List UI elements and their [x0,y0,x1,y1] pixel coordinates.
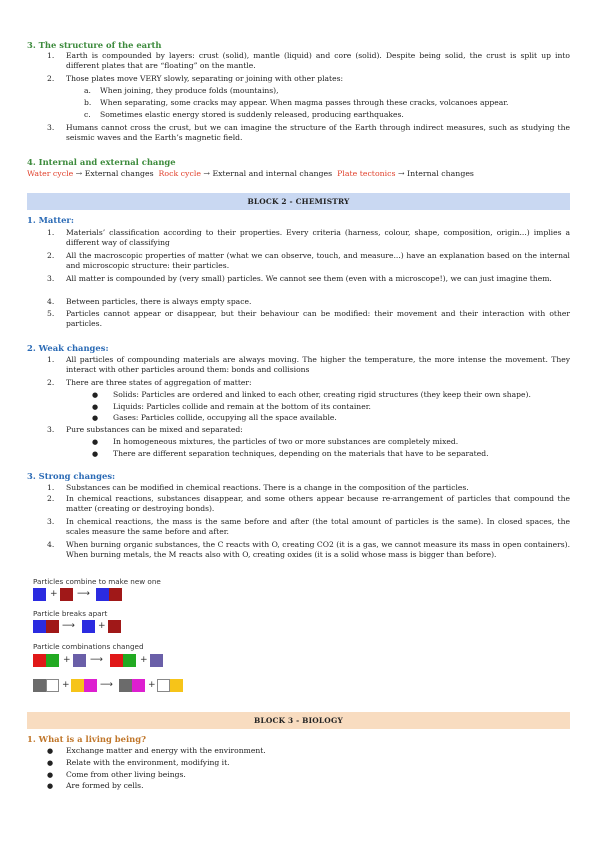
diagram-label-changed: Particle combinations changed [33,642,144,651]
particle-purple [150,654,163,667]
cycle-desc: Internal changes [407,169,474,178]
bullet-icon: ● [92,403,99,411]
list-subitem: When joining, they produce folds (mountains), [100,86,279,95]
list-letter: b. [84,98,92,107]
particle-blue [82,620,95,633]
list-letter: a. [84,86,91,95]
list-number: 3. [47,123,55,132]
list-number: 2. [47,378,55,387]
right-arrow-icon: ⟶ [100,680,113,690]
cycle-name-plate-tectonics: Plate tectonics [337,169,396,178]
section-title-strong-changes: 3. Strong changes: [27,471,116,481]
right-arrow-icon: ⟶ [90,655,103,665]
list-item: All the macroscopic properties of matter (what we can observe, touch, and measure...) have an explanation based on the internal and microscopic structure: their particles. [66,251,570,270]
list-number: 4. [47,540,55,549]
particle-blue [33,620,46,633]
section-title-weak-changes: 2. Weak changes: [27,343,109,353]
bullet-icon: ● [92,391,99,399]
list-bullet-item: Solids: Particles are ordered and linked to each other, creating rigid structures (they keep their own shape). [113,390,531,399]
list-item: Those plates move VERY slowly, separating or joining with other plates: [66,74,344,83]
list-subitem: When separating, some cracks may appear. When magma passes through these cracks, volcanoes appear. [100,98,509,107]
section-title-living-being: 1. What is a living being? [27,734,147,744]
particle-grey [119,679,132,692]
list-bullet-item: In homogeneous mixtures, the particles of two or more substances are completely mixed. [113,437,459,446]
particle-darkred [109,588,122,601]
list-item: Particles cannot appear or disappear, but their behaviour can be modified: their movement and their interaction with other particles. [66,309,570,328]
list-item: Pure substances can be mixed and separated: [66,425,243,434]
list-bullet-item: Exchange matter and energy with the environment. [66,746,266,755]
particle-green [123,654,136,667]
list-item: Earth is compounded by layers: crust (solid), mantle (liquid) and core (solid). Despite being solid, the crust is split up into different plates that are “floating” on the mantle. [66,51,570,70]
cycles-row [27,169,474,179]
list-item: There are three states of aggregation of matter: [66,378,252,387]
bullet-icon: ● [47,747,54,755]
list-bullet-item: Relate with the environment, modifying it. [66,758,230,767]
bullet-icon: ● [92,438,99,446]
list-item: In chemical reactions, substances disappear, and some others appear because re-arrangement of particles that compound the matter (creating or destroying bonds). [66,494,570,513]
bullet-icon: ● [47,782,54,790]
particle-grey [33,679,46,692]
list-bullet-item: Come from other living beings. [66,770,186,779]
list-number: 3. [47,517,55,526]
diagram-label-break: Particle breaks apart [33,609,108,618]
particle-yellow [71,679,84,692]
block-header-chemistry: BLOCK 2 - CHEMISTRY [27,193,570,210]
list-bullet-item: There are different separation techniques, depending on the materials that have to be separated. [113,449,489,458]
diagram-label-combine: Particles combine to make new one [33,577,161,586]
list-bullet-item: Gases: Particles collide, occupying all the space available. [113,413,337,422]
plus-sign: + [148,680,156,690]
list-number: 2. [47,74,55,83]
particle-white [157,679,170,692]
list-number: 2. [47,251,55,260]
cycle-name-water: Water cycle [27,169,74,178]
list-number: 3. [47,274,55,283]
section-title-internal-external: 4. Internal and external change [27,157,176,167]
bullet-icon: ● [47,771,54,779]
list-number: 3. [47,425,55,434]
list-item: All matter is compounded by (very small) particles. We cannot see them (even with a microscope!), we can just imagine them. [66,274,552,283]
particle-red [33,654,46,667]
section-title-matter: 1. Matter: [27,215,74,225]
plus-sign: + [63,655,71,665]
right-arrow-icon: ⟶ [62,621,75,631]
right-arrow-icon: → [203,169,210,178]
list-number: 1. [47,483,55,492]
list-number: 2. [47,494,55,503]
cycle-name-rock: Rock cycle [158,169,201,178]
particle-darkred [60,588,73,601]
right-arrow-icon: → [75,169,83,178]
list-item: When burning organic substances, the C reacts with O, creating CO2 (it is a gas, we cannot measure its mass in open containers). When burning metals, the M reacts also with O, creating oxides (it is a solid whose mass is bigger than before). [66,540,570,559]
particle-purple [73,654,86,667]
list-item: Materials’ classification according to their properties. Every criteria (harness, colour, shape, composition, origin...) implies a different way of classifying [66,228,570,247]
bullet-icon: ● [92,414,99,422]
particle-blue [33,588,46,601]
section-title-earth-structure: 3. The structure of the earth [27,40,162,50]
plus-sign: + [50,589,58,599]
block-header-biology: BLOCK 3 - BIOLOGY [27,712,570,729]
list-bullet-item: Are formed by cells. [66,781,144,790]
particle-magenta [84,679,97,692]
bullet-icon: ● [47,759,54,767]
right-arrow-icon: ⟶ [77,589,90,599]
list-item: All particles of compounding materials are always moving. The higher the temperature, the more intense the movement. They interact with other particles around them: bonds and collisions [66,355,570,374]
particle-magenta [132,679,145,692]
list-item: Humans cannot cross the crust, but we can imagine the structure of the Earth through indirect measures, such as studying the seismic waves and the Earth’s magnetic field. [66,123,570,142]
particle-white [46,679,59,692]
list-bullet-item: Liquids: Particles collide and remain at the bottom of its container. [113,402,371,411]
plus-sign: + [140,655,148,665]
plus-sign: + [98,621,106,631]
bullet-icon: ● [92,450,99,458]
plus-sign: + [62,680,70,690]
list-number: 1. [47,228,55,237]
particle-blue [96,588,109,601]
list-number: 4. [47,297,55,306]
list-item: Between particles, there is always empty space. [66,297,252,306]
particle-yellow [170,679,183,692]
cycle-desc: External and internal changes [212,169,333,178]
list-number: 1. [47,51,55,60]
particle-green [46,654,59,667]
list-letter: c. [84,110,91,119]
list-number: 5. [47,309,55,318]
list-item: Substances can be modified in chemical reactions. There is a change in the composition of the particles. [66,483,469,492]
right-arrow-icon: → [398,169,405,178]
particle-red [110,654,123,667]
particle-darkred [46,620,59,633]
list-number: 1. [47,355,55,364]
list-subitem: Sometimes elastic energy stored is suddenly released, producing earthquakes. [100,110,404,119]
list-item: In chemical reactions, the mass is the same before and after (the total amount of particles is the same). In closed spaces, the scales measure the same before and after. [66,517,570,536]
particle-darkred [108,620,121,633]
cycle-desc: External changes [84,169,154,178]
